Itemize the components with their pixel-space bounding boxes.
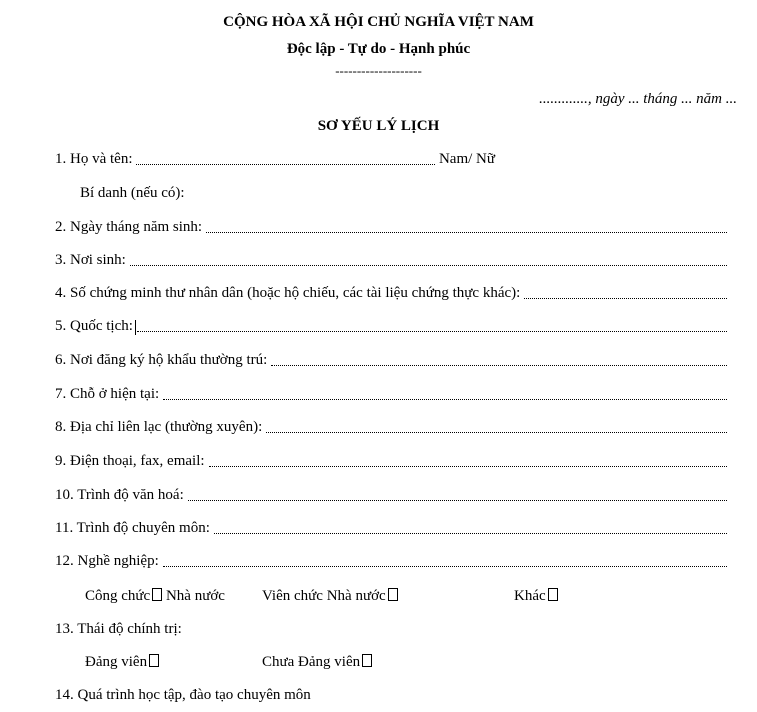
education-history-label: 14. Quá trình học tập, đào tạo chuyên môn (55, 687, 311, 703)
field-label: 7. Chỗ ở hiện tại: (55, 386, 160, 402)
field-birth-date[interactable] (55, 218, 727, 236)
political-attitude-label: 13. Thái độ chính trị: (55, 621, 182, 637)
fill-line[interactable] (206, 218, 727, 233)
field-label: 6. Nơi đăng ký hộ khẩu thường trú: (55, 352, 268, 368)
option-party-member[interactable] (85, 653, 159, 671)
fill-line[interactable] (130, 251, 727, 266)
option-label: Công chức (85, 588, 151, 604)
option-label: Khác (514, 588, 546, 604)
field-label: 8. Địa chỉ liên lạc (thường xuyên): (55, 419, 263, 435)
gender-label: Nam/ Nữ (438, 151, 495, 167)
checkbox[interactable] (388, 588, 398, 601)
option-non-member[interactable] (262, 653, 372, 671)
field-occupation[interactable] (55, 552, 727, 570)
fill-line[interactable] (214, 519, 727, 534)
option-label: Chưa Đảng viên (262, 654, 361, 670)
option-label: Nhà nước (165, 588, 225, 604)
field-label: 3. Nơi sinh: (55, 252, 126, 268)
field-id-number[interactable] (55, 284, 727, 302)
field-label: 10. Trình độ văn hoá: (55, 487, 184, 503)
field-contact-address[interactable] (55, 418, 727, 436)
field-label: 4. Số chứng minh thư nhân dân (hoặc hộ chiếu, các tài liệu chứng thực khác): (55, 285, 521, 301)
document-title: SƠ YẾU LÝ LỊCH (317, 118, 440, 134)
fill-line[interactable] (266, 418, 727, 433)
field-permanent-residence[interactable] (55, 351, 727, 369)
field-label: 12. Nghề nghiệp: (55, 553, 159, 569)
field-phone-fax-email[interactable] (55, 452, 727, 470)
field-label: 1. Họ và tên: (55, 151, 133, 167)
field-professional-level[interactable] (55, 519, 727, 537)
field-label: 5. Quốc tịch: (55, 318, 133, 334)
nation-heading: CỘNG HÒA XÃ HỘI CHỦ NGHĨA VIỆT NAM (223, 14, 534, 30)
checkbox[interactable] (362, 654, 372, 667)
field-label: 9. Điện thoại, fax, email: (55, 453, 205, 469)
fill-line[interactable] (163, 552, 727, 567)
separator: -------------------- (335, 63, 422, 78)
fill-line[interactable] (209, 452, 727, 467)
date-line: ............., ngày ... tháng ... năm ... (539, 91, 737, 107)
option-label: Viên chức Nhà nước (262, 588, 386, 604)
alias-label: Bí danh (nếu có): (80, 185, 185, 201)
field-birth-place[interactable] (55, 251, 727, 269)
field-full-name[interactable] (55, 150, 495, 168)
fill-line[interactable] (524, 284, 727, 299)
option-public-employee[interactable] (262, 587, 398, 605)
option-civil-servant[interactable] (85, 587, 225, 605)
checkbox[interactable] (152, 588, 162, 601)
option-other[interactable] (514, 587, 558, 605)
field-current-residence[interactable] (55, 385, 727, 403)
field-education-level[interactable] (55, 486, 727, 504)
option-label: Đảng viên (85, 654, 148, 670)
fill-line[interactable] (137, 317, 727, 332)
motto: Độc lập - Tự do - Hạnh phúc (286, 41, 471, 57)
fill-line[interactable] (136, 150, 434, 165)
text-cursor (135, 320, 136, 335)
checkbox[interactable] (548, 588, 558, 601)
fill-line[interactable] (271, 351, 727, 366)
field-label: 2. Ngày tháng năm sinh: (55, 219, 203, 235)
field-label: 11. Trình độ chuyên môn: (55, 520, 210, 536)
fill-line[interactable] (163, 385, 727, 400)
field-nationality[interactable] (55, 317, 727, 335)
fill-line[interactable] (188, 486, 727, 501)
checkbox[interactable] (149, 654, 159, 667)
